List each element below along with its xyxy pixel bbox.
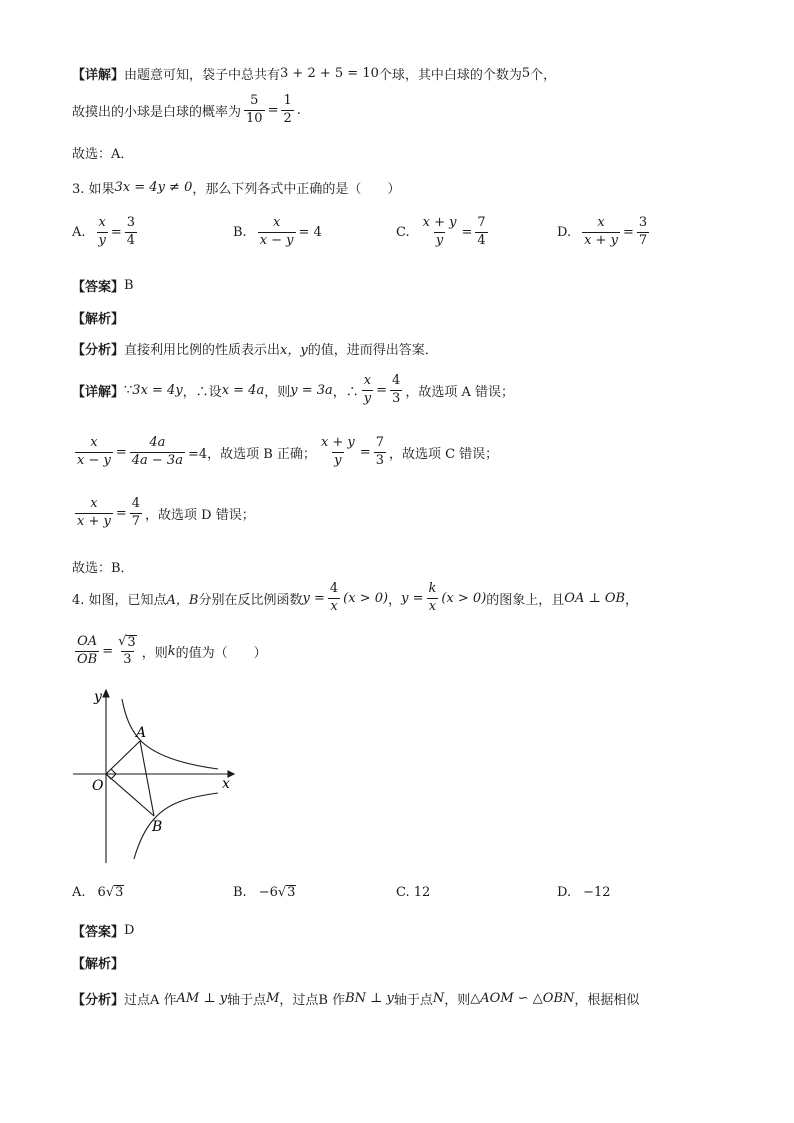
label-y: y bbox=[94, 689, 102, 705]
q3-option-c[interactable] bbox=[396, 216, 491, 249]
text: . bbox=[296, 102, 301, 118]
q3-detail-line-2 bbox=[72, 436, 498, 469]
fenxi-tag: 【分析】 bbox=[72, 993, 125, 1008]
hyperbola-figure bbox=[68, 685, 248, 865]
fraction bbox=[130, 497, 142, 530]
denominator: x bbox=[428, 598, 437, 614]
probability-line bbox=[72, 94, 301, 127]
q3-option-d[interactable] bbox=[557, 216, 652, 249]
denominator: x bbox=[330, 598, 338, 614]
fraction bbox=[258, 216, 296, 249]
label-b: B bbox=[152, 819, 163, 835]
fraction bbox=[362, 374, 373, 407]
equals: = bbox=[115, 505, 127, 521]
equals: = bbox=[461, 224, 473, 240]
text: ，则 bbox=[141, 646, 168, 662]
q4-option-d[interactable] bbox=[557, 885, 611, 900]
text: 4. 如图，已知点 bbox=[72, 592, 167, 608]
fraction bbox=[421, 216, 459, 249]
text: 过点A 作 bbox=[124, 993, 177, 1008]
text: ，根据相似 bbox=[574, 993, 640, 1008]
answer-value: D bbox=[124, 923, 135, 938]
text: ，故选项 C 错误； bbox=[388, 446, 499, 462]
numerator: x bbox=[90, 496, 98, 511]
fraction bbox=[390, 374, 402, 407]
q4-answer bbox=[72, 921, 134, 940]
math: N bbox=[432, 991, 445, 1006]
text: 故摸出的小球是白球的概率为 bbox=[72, 104, 242, 120]
numerator: 7 bbox=[375, 435, 384, 450]
numerator: k bbox=[428, 581, 437, 596]
math: 5 bbox=[521, 66, 531, 81]
q3-detail-line-3 bbox=[72, 497, 255, 530]
fraction bbox=[374, 436, 386, 469]
math: OA ⊥ OB bbox=[564, 590, 626, 606]
text: ，则 bbox=[444, 993, 471, 1008]
q4-option-a[interactable] bbox=[72, 885, 124, 900]
label-a: A bbox=[136, 725, 147, 741]
equals: = bbox=[110, 224, 122, 240]
text: ，那么下列各式中正确的是（ ） bbox=[192, 182, 401, 197]
denominator: y bbox=[363, 390, 372, 406]
coefficient: 6 bbox=[97, 885, 106, 901]
analysis-tag: 【解析】 bbox=[72, 957, 125, 972]
text: 的值为（ ） bbox=[175, 646, 267, 662]
option-label: C. bbox=[396, 224, 410, 240]
answer-tag: 【答案】 bbox=[72, 280, 125, 295]
numerator: x bbox=[597, 215, 605, 230]
math: k bbox=[167, 644, 176, 660]
numerator: 5 bbox=[250, 93, 259, 108]
fraction bbox=[637, 216, 649, 249]
fenxi-tag: 【分析】 bbox=[72, 343, 125, 358]
text: ， bbox=[625, 592, 639, 608]
math: 3x = 4y ≠ 0 bbox=[114, 180, 193, 195]
answer-tag: 【答案】 bbox=[72, 925, 125, 940]
denominator: 3 bbox=[123, 652, 132, 668]
math: x = 4a bbox=[221, 382, 265, 398]
denominator: 3 bbox=[392, 390, 401, 406]
fraction bbox=[125, 216, 137, 249]
detail-line-1 bbox=[72, 64, 556, 83]
numerator: x + y bbox=[422, 215, 457, 230]
denominator: 2 bbox=[283, 110, 292, 126]
math: M bbox=[266, 991, 280, 1006]
equals: = bbox=[622, 224, 634, 240]
equation-rhs: = 4 bbox=[298, 224, 322, 240]
text: 分别在反比例函数 bbox=[198, 592, 303, 608]
text: ∵ bbox=[124, 382, 133, 398]
equals: = bbox=[115, 444, 127, 460]
fraction bbox=[116, 635, 139, 668]
option-label: A. bbox=[72, 885, 86, 901]
numerator: 4 bbox=[392, 373, 401, 388]
analysis-tag: 【解析】 bbox=[72, 312, 125, 327]
math: 3 + 2 + 5 = 10 bbox=[280, 66, 379, 81]
q3-choose: 故选：B． bbox=[72, 561, 134, 576]
fraction bbox=[281, 94, 293, 127]
fraction bbox=[75, 436, 113, 469]
option-label: D. bbox=[557, 885, 572, 900]
option-label: D. bbox=[557, 224, 572, 240]
denominator: 4a − 3a bbox=[131, 452, 183, 468]
text: ， bbox=[388, 592, 402, 608]
question-4-ratio bbox=[72, 635, 267, 668]
option-label: B. bbox=[233, 224, 247, 240]
denominator: x + y bbox=[77, 513, 111, 529]
fraction bbox=[426, 582, 438, 615]
text: 轴于点 bbox=[393, 993, 433, 1008]
math: (x > 0) bbox=[441, 590, 487, 606]
math: x，y bbox=[280, 343, 308, 358]
math: 3x = 4y bbox=[132, 382, 183, 398]
numerator: OA bbox=[77, 634, 98, 650]
denominator: 7 bbox=[131, 513, 141, 529]
numerator: 4a bbox=[149, 435, 166, 450]
detail-tag: 【详解】 bbox=[72, 68, 125, 83]
denominator: 4 bbox=[477, 232, 486, 248]
detail-tag: 【详解】 bbox=[72, 384, 125, 400]
math: △AOM ∽ △OBN bbox=[470, 991, 575, 1006]
q3-fenxi bbox=[72, 339, 438, 358]
denominator: 3 bbox=[375, 452, 384, 468]
numerator: x bbox=[98, 215, 106, 230]
denominator: y bbox=[435, 232, 444, 248]
q3-option-b[interactable] bbox=[233, 216, 322, 249]
sqrt: √ 3 bbox=[118, 634, 136, 650]
text: ，∴设 bbox=[182, 384, 222, 400]
denominator: x + y bbox=[584, 232, 618, 248]
numerator: x + y bbox=[320, 435, 355, 450]
equals: = bbox=[267, 102, 279, 118]
math: AM ⊥ y bbox=[176, 991, 228, 1006]
q4-option-c[interactable] bbox=[396, 885, 430, 900]
text: =4，故选项 B 正确； bbox=[187, 446, 316, 462]
text: 由题意可知，袋子中总共有 bbox=[124, 68, 281, 83]
numerator: 1 bbox=[283, 93, 292, 108]
text: 轴于点 bbox=[227, 993, 267, 1008]
numerator: x bbox=[363, 373, 372, 388]
fraction bbox=[475, 216, 487, 249]
y-axis-arrow bbox=[103, 690, 109, 697]
radicand: 3 bbox=[127, 635, 136, 650]
radicand: 3 bbox=[115, 885, 124, 900]
text: 的值，进而得出答案． bbox=[307, 343, 438, 358]
denominator: OB bbox=[77, 652, 98, 668]
q3-option-a[interactable] bbox=[72, 216, 140, 249]
text: 直接利用比例的性质表示出 bbox=[124, 343, 281, 358]
fraction bbox=[75, 497, 113, 530]
text: ，过点B 作 bbox=[279, 993, 346, 1008]
text: ，故选项 D 错误； bbox=[145, 507, 255, 523]
question-3-stem bbox=[72, 178, 400, 197]
fraction bbox=[244, 94, 265, 127]
fraction bbox=[582, 216, 620, 249]
q4-option-b[interactable] bbox=[233, 885, 296, 900]
label-x: x bbox=[222, 776, 230, 792]
text: ，故选项 A 错误； bbox=[405, 384, 514, 400]
text: 个， bbox=[530, 68, 557, 83]
sqrt: √ 3 bbox=[105, 885, 124, 901]
option-label: A. bbox=[72, 224, 86, 240]
text: ，∴ bbox=[332, 384, 359, 400]
question-4-stem bbox=[72, 582, 638, 615]
q3-answer bbox=[72, 276, 134, 295]
numerator: 3 bbox=[638, 215, 648, 230]
option-label: C. 12 bbox=[396, 885, 431, 900]
denominator: y bbox=[334, 452, 342, 468]
math: y = bbox=[302, 590, 325, 606]
math: y = 3a bbox=[290, 382, 333, 398]
fraction bbox=[130, 436, 185, 469]
numerator: x bbox=[90, 435, 98, 450]
denominator: y bbox=[98, 232, 106, 248]
math: A，B bbox=[166, 592, 199, 608]
numerator: 3 bbox=[126, 215, 136, 230]
math: y = bbox=[401, 590, 424, 606]
math: (x > 0) bbox=[343, 590, 389, 606]
denominator: x − y bbox=[77, 452, 111, 468]
equals: = bbox=[102, 644, 114, 660]
coefficient: −6 bbox=[258, 885, 278, 901]
fraction bbox=[75, 635, 99, 668]
text: ，则 bbox=[264, 384, 291, 400]
q3-detail-line-1 bbox=[72, 374, 514, 407]
text: 的图象上，且 bbox=[486, 592, 565, 608]
numerator: 4 bbox=[329, 581, 339, 596]
q4-analysis-tag bbox=[72, 953, 124, 972]
denominator: 10 bbox=[246, 110, 263, 126]
numerator: 4 bbox=[131, 496, 141, 511]
fraction bbox=[97, 216, 108, 249]
label-o: O bbox=[92, 778, 104, 794]
q4-fenxi bbox=[72, 989, 639, 1008]
q3-analysis-tag bbox=[72, 308, 124, 327]
fraction bbox=[319, 436, 357, 469]
equals: = bbox=[359, 444, 371, 460]
text: 3. 如果 bbox=[72, 182, 115, 197]
curve-y-k-over-x bbox=[134, 793, 218, 859]
numerator: 7 bbox=[477, 215, 486, 230]
denominator: x − y bbox=[259, 232, 294, 248]
fraction bbox=[328, 582, 340, 615]
option-label: B. bbox=[233, 885, 247, 901]
math: BN ⊥ y bbox=[345, 991, 394, 1006]
radicand: 3 bbox=[287, 885, 296, 900]
answer-value: B bbox=[124, 278, 134, 293]
text: 个球，其中白球的个数为 bbox=[378, 68, 522, 83]
segment-ab bbox=[140, 741, 154, 816]
answer-line: 故选：A． bbox=[72, 147, 134, 162]
numerator: x bbox=[272, 215, 281, 230]
option-value: −12 bbox=[583, 885, 611, 900]
sqrt: √ 3 bbox=[277, 885, 296, 901]
denominator: 7 bbox=[638, 232, 648, 248]
denominator: 4 bbox=[126, 232, 136, 248]
equals: = bbox=[376, 382, 388, 398]
